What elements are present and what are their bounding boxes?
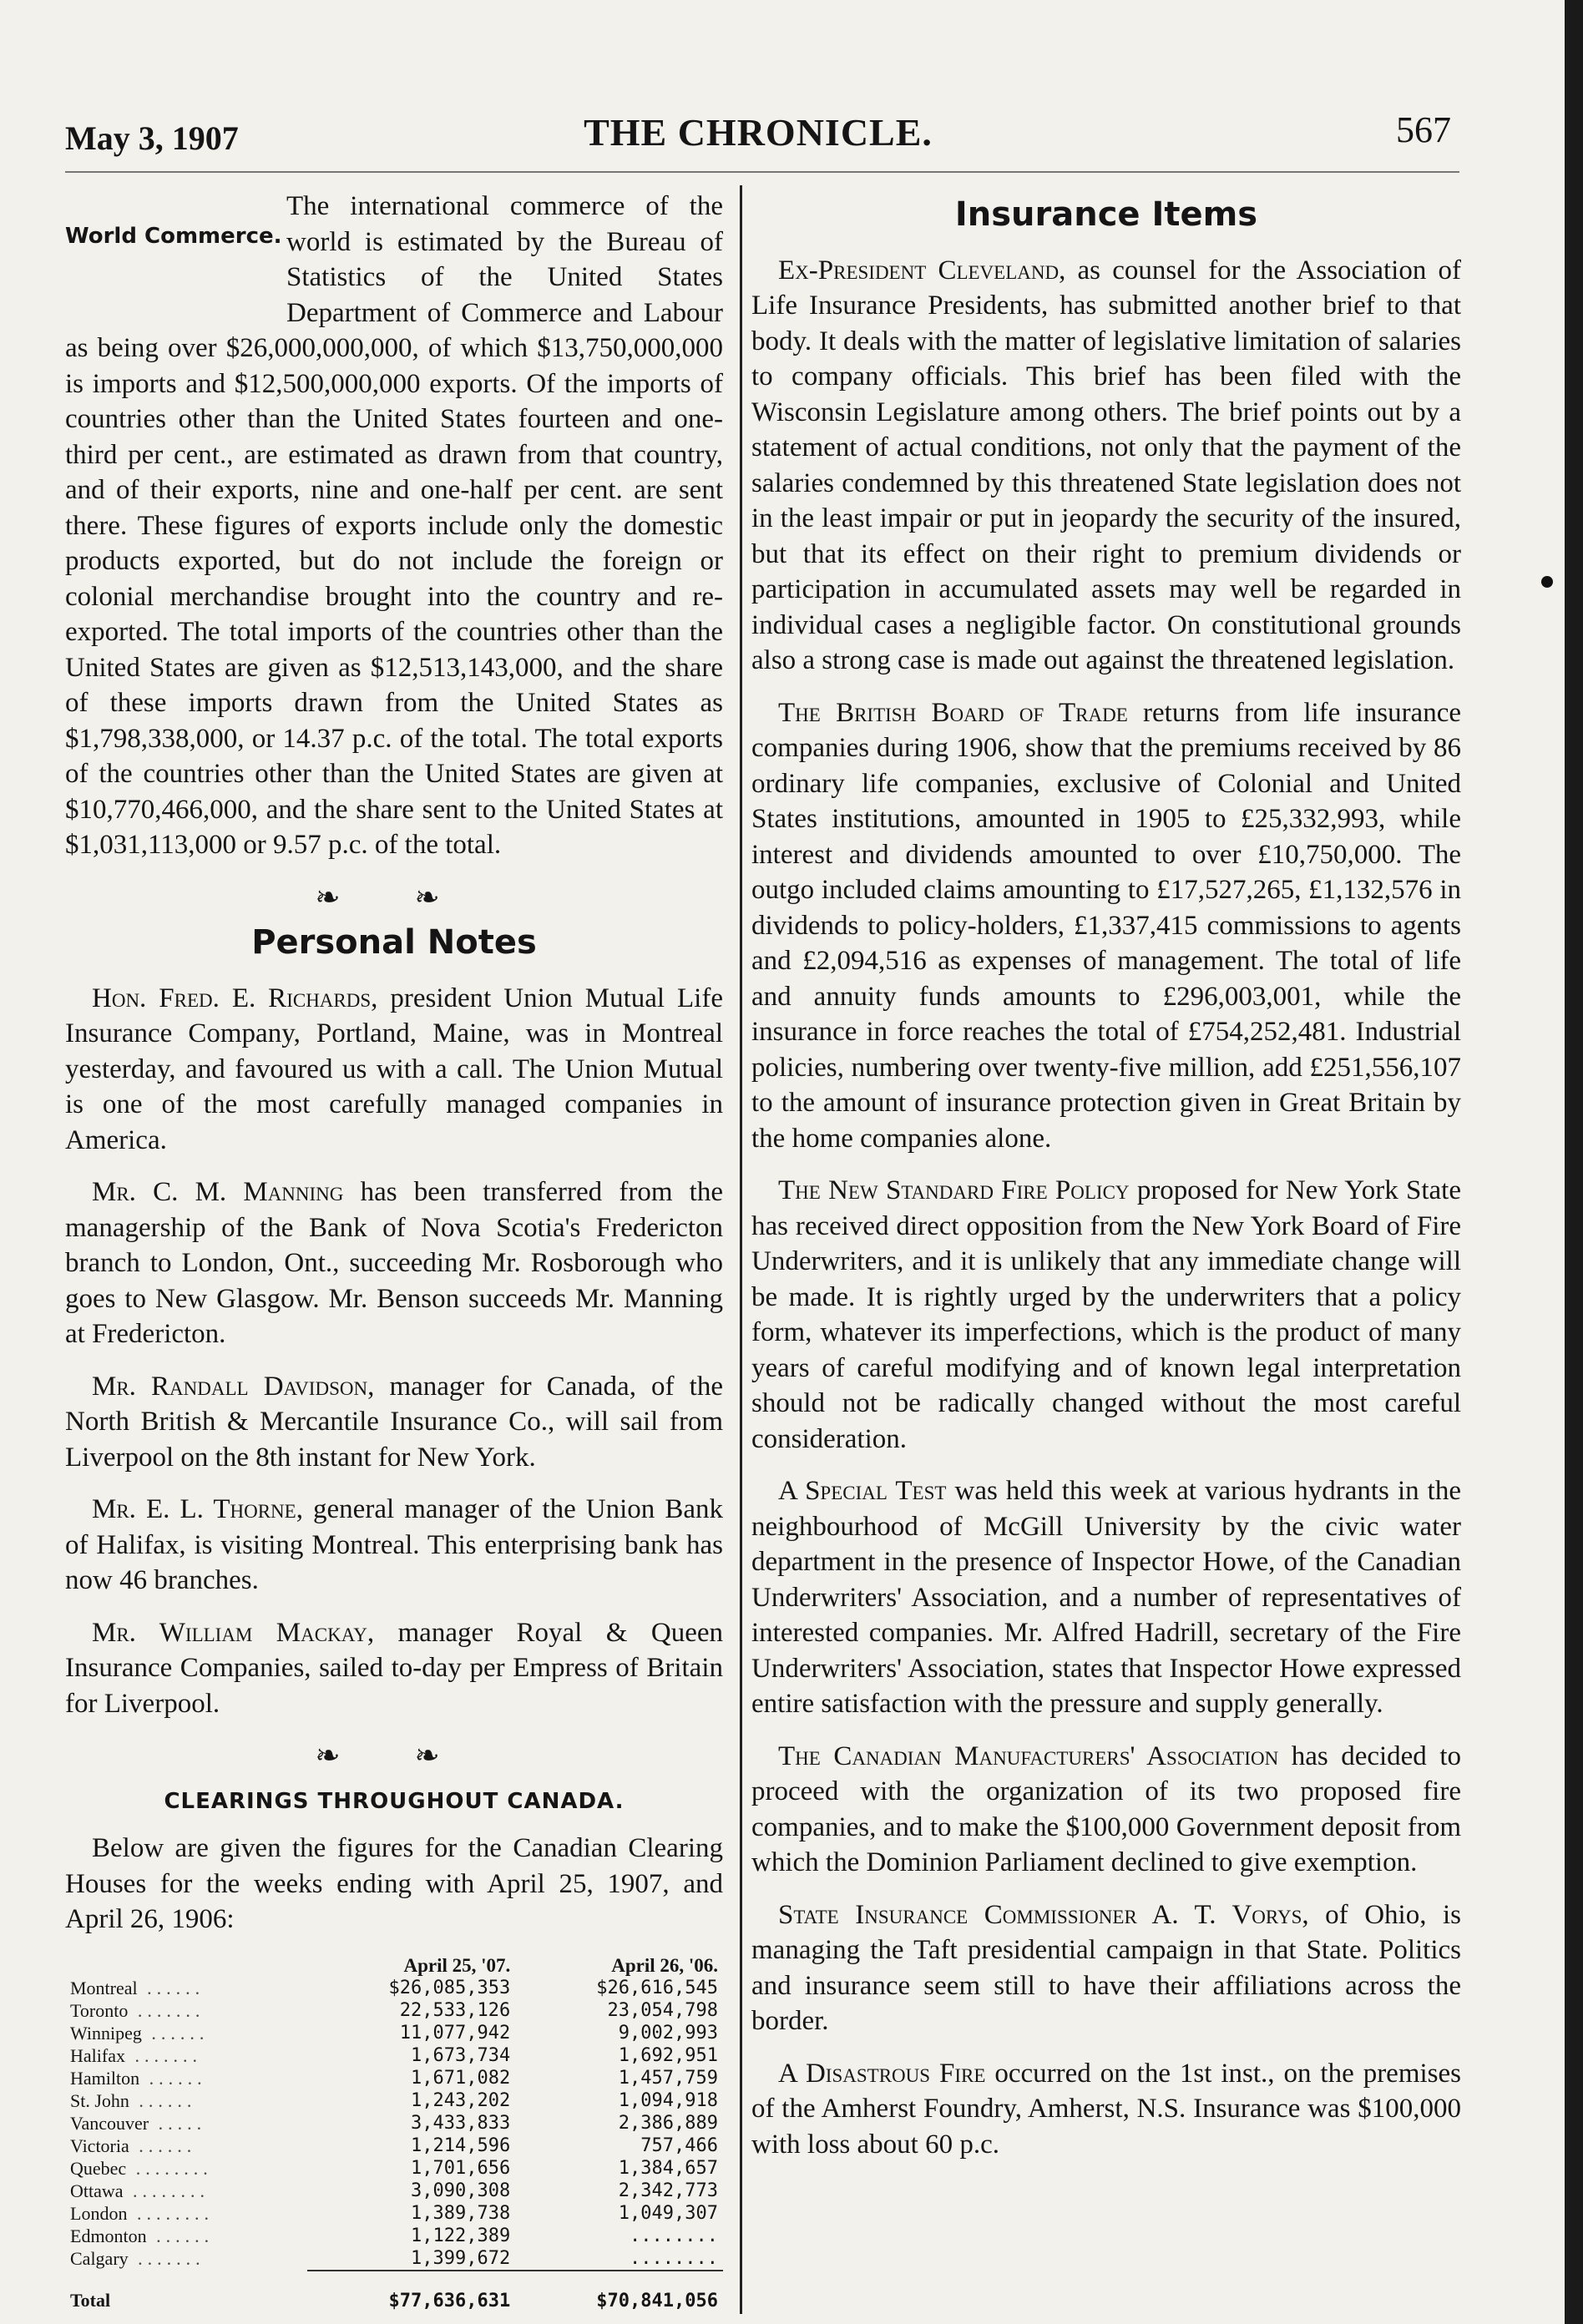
clearings-intro: Below are given the figures for the Canadian Clearing Houses for the weeks ending with April 25, 1907, and April 26, 1906:	[65, 1833, 723, 1934]
insurance-item-lead: The British Board of Trade	[778, 697, 1128, 728]
personal-note	[65, 1369, 723, 1476]
value-2006: 1,457,759	[618, 2067, 718, 2089]
insurance-item-lead: State Insurance Commissioner A. T. Vorys,	[778, 1899, 1309, 1930]
clearings-row	[65, 1999, 723, 2022]
leader-dots: .......	[128, 1999, 205, 2021]
personal-note-lead: Mr. E. L. Thorne,	[92, 1494, 303, 1524]
insurance-item-lead: The New Standard Fire Policy	[778, 1175, 1130, 1205]
leader-dots: ......	[146, 2225, 215, 2246]
insurance-item-lead: A Special Test	[778, 1476, 947, 1506]
clearings-row	[65, 2202, 723, 2225]
value-2007: 1,671,082	[411, 2067, 511, 2089]
page-header	[65, 100, 1451, 159]
clearings-title: CLEARINGS THROUGHOUT CANADA.	[164, 1788, 625, 1814]
clearings-row	[65, 2067, 723, 2089]
value-2007: 1,389,738	[411, 2202, 511, 2224]
clearings-row	[65, 2135, 723, 2157]
city-name: London	[70, 2202, 128, 2224]
city-name: Ottawa	[70, 2180, 124, 2201]
personal-note-lead: Hon. Fred. E. Richards,	[92, 983, 378, 1013]
scan-edge	[1565, 0, 1583, 2324]
leader-dots: .....	[149, 2112, 207, 2134]
insurance-items-title: Insurance Items	[954, 195, 1258, 234]
personal-note-lead: Mr. Randall Davidson,	[92, 1371, 375, 1402]
value-2007: 1,701,656	[411, 2157, 511, 2179]
city-cell	[65, 2044, 307, 2067]
city-header	[65, 1954, 307, 1977]
insurance-item-lead: Ex-President Cleveland,	[778, 255, 1066, 285]
clearings-row	[65, 2180, 723, 2202]
insurance-item	[751, 1739, 1461, 1881]
insurance-items-list	[751, 253, 1461, 2163]
clearings-total-row	[65, 2271, 723, 2312]
clearings-row	[65, 2247, 723, 2271]
insurance-item-text: occurred on the 1st inst., on the premises of the Amherst Foundry, Amherst, N.S. Insurance was $100,000 with loss about 60 p.c.	[751, 2058, 1461, 2160]
personal-note-text: has been transferred from the managership of the Bank of Nova Scotia's Fredericton branch to London, Ont., succeeding Mr. Rosborough who goes to New Glasgow. Mr. Benson succeeds Mr. Manning at Fredericton.	[65, 1177, 723, 1349]
value-2006: 2,342,773	[618, 2180, 718, 2201]
value-2006: 1,384,657	[618, 2157, 718, 2179]
value-2006: 757,466	[640, 2135, 718, 2156]
personal-note-text: president Union Mutual Life Insurance Company, Portland, Maine, was in Montreal yesterday, and favoured us with a call. The Union Mutual is one of the most carefully managed companies in America.	[65, 983, 723, 1155]
issue-date: May 3, 1907	[65, 119, 239, 157]
leader-dots: ........	[126, 2157, 213, 2179]
left-column	[65, 189, 723, 2312]
city-cell	[65, 2022, 307, 2044]
value-2007: 1,399,672	[411, 2247, 511, 2269]
value-2007: 1,243,202	[411, 2089, 511, 2111]
personal-note-text: general manager of the Union Bank of Halifax, is visiting Montreal. This enterprising bank has now 46 branches.	[65, 1494, 723, 1595]
city-name: Vancouver	[70, 2112, 149, 2134]
value-2007: $26,085,353	[388, 1977, 511, 1998]
city-cell	[65, 2225, 307, 2247]
value-2007: 11,077,942	[399, 2022, 511, 2044]
leader-dots: .......	[124, 2044, 202, 2066]
personal-notes-list	[65, 981, 723, 1722]
clearings-table	[65, 1954, 723, 2312]
world-commerce-article	[65, 189, 723, 863]
right-column	[751, 189, 1461, 2179]
insurance-item-lead: The Canadian Manufacturers' Association	[778, 1740, 1279, 1771]
city-name: Montreal	[70, 1977, 138, 1998]
insurance-item	[751, 1473, 1461, 1722]
city-name: Calgary	[70, 2248, 129, 2269]
clearings-row	[65, 1977, 723, 1999]
city-name: Halifax	[70, 2044, 125, 2066]
col-2007-header: April 25, '07.	[403, 1954, 511, 1976]
value-2007: 1,673,734	[411, 2044, 511, 2066]
personal-note	[65, 1492, 723, 1599]
city-name: Victoria	[70, 2135, 129, 2156]
column-divider	[740, 185, 742, 2314]
clearings-header-row	[65, 1954, 723, 1977]
city-cell	[65, 1999, 307, 2022]
value-2006: 1,692,951	[618, 2044, 718, 2066]
total-2007: $77,636,631	[307, 2271, 515, 2312]
header-rule	[65, 171, 1459, 173]
insurance-item-text: was held this week at various hydrants in the neighbourhood of McGill University by the civic water department in the presence of Inspector Howe, of the Canadian Underwriters' Association, and a number of representatives of interested companies. Mr. Alfred Hadrill, secretary of the Fire Underwriters' Association, states that Inspector Howe expressed entire satisfaction with the pressure and supply generally.	[751, 1476, 1461, 1719]
city-name: Winnipeg	[70, 2022, 142, 2044]
fleuron-ornament: ❧ ❧	[315, 880, 473, 914]
col-2006-header: April 26, '06.	[611, 1954, 718, 1976]
personal-note	[65, 1175, 723, 1352]
publication-title: THE CHRONICLE.	[584, 111, 933, 154]
value-2007: 22,533,126	[399, 1999, 511, 2021]
personal-note	[65, 981, 723, 1159]
value-2006: $26,616,545	[596, 1977, 718, 1998]
clearings-row	[65, 2112, 723, 2135]
value-2006: 2,386,889	[618, 2112, 718, 2134]
insurance-item-text: has decided to proceed with the organization of its two proposed fire companies, and to make the $100,000 Government deposit from which the Dominion Parliament declined to give exemption.	[751, 1740, 1461, 1877]
world-commerce-sidehead: World Commerce.	[65, 224, 282, 249]
city-cell	[65, 1977, 307, 1999]
value-2006: 23,054,798	[607, 1999, 718, 2021]
city-name: Quebec	[70, 2157, 127, 2179]
city-cell	[65, 2067, 307, 2089]
leader-dots: ......	[141, 2022, 210, 2044]
insurance-item	[751, 695, 1461, 1157]
insurance-item-text: of Ohio, is managing the Taft presidential campaign in that State. Politics and insurance seem still to have their affiliations across the border.	[751, 1899, 1462, 2036]
city-cell	[65, 2247, 307, 2271]
world-commerce-text: The international commerce of the world is estimated by the Bureau of Statistics of the United States Department of Commerce and Labour as being over $26,000,000,000, of which $13,750,000,000 is imports and $12,500,000,000 exports. Of the imports of countries other than the United States fourteen and one-third per cent., are estimated as drawn from that country, and of their exports, nine and one-half per cent. are sent there. These figures of exports include only the domestic products exported, but do not include the foreign or colonial merchandise brought into the country and re-exported. The total imports of the countries other than the United States are given as $12,513,143,000, and the share of these imports drawn from the United States as $1,798,338,000, or 14.37 p.c. of the total. The total exports of the countries other than the United States are given at $10,770,466,000, and the share sent to the United States at $1,031,113,000 or 9.57 p.c. of the total.	[65, 191, 723, 860]
insurance-item	[751, 1173, 1461, 1457]
leader-dots: ......	[129, 2089, 197, 2111]
personal-notes-title: Personal Notes	[251, 923, 537, 962]
clearings-row	[65, 2225, 723, 2247]
personal-note	[65, 1615, 723, 1722]
insurance-item-lead: A Disastrous Fire	[778, 2058, 986, 2089]
value-2006: ........	[630, 2225, 718, 2246]
leader-dots: .......	[128, 2248, 205, 2269]
insurance-item	[751, 1897, 1461, 2039]
personal-note-text: manager for Canada, of the North British & Mercantile Insurance Co., will sail from Liverpool on the 8th instant for New York.	[65, 1371, 723, 1473]
personal-note-lead: Mr. William Mackay,	[92, 1617, 375, 1648]
city-cell	[65, 2180, 307, 2202]
margin-dot	[1541, 576, 1553, 588]
insurance-item-text: proposed for New York State has received direct opposition from the New York Board of Fire Underwriters, and it is unlikely that any immediate change will be made. It is rightly urged by the underwriters that a policy form, whatever its imperfections, which is the product of many years of careful modifying and of known legal interpretation should not be radically changed without the most careful consideration.	[751, 1175, 1461, 1454]
city-name: Hamilton	[70, 2067, 140, 2089]
city-cell	[65, 2112, 307, 2135]
insurance-item-text: as counsel for the Association of Life Insurance Presidents, has submitted another brief to that body. It deals with the matter of legislative limitation of salaries to company officials. This brief has been filed with the Wisconsin Legislature among others. The brief points out by a statement of actual conditions, not only that the payment of the salaries condemned by this threatened State legislation does not in the least impair or put in jeopardy the security of the insured, but that its effect on their right to premium dividends or participation in accumulated assets may well be regarded in individual cases a negligible factor. On constitutional grounds also a strong case is made out against the threatened legislation.	[751, 255, 1462, 675]
total-2006: $70,841,056	[515, 2271, 723, 2312]
newspaper-page	[50, 0, 1570, 2324]
value-2007: 3,090,308	[411, 2180, 511, 2201]
fleuron-ornament-2: ❧ ❧	[315, 1739, 473, 1772]
value-2006: 1,094,918	[618, 2089, 718, 2111]
value-2007: 3,433,833	[411, 2112, 511, 2134]
leader-dots: ........	[123, 2180, 210, 2201]
clearings-row	[65, 2022, 723, 2044]
value-2007: 1,214,596	[411, 2135, 511, 2156]
total-label: Total	[70, 2290, 111, 2311]
leader-dots: ......	[129, 2135, 197, 2156]
clearings-row	[65, 2044, 723, 2067]
insurance-item	[751, 2056, 1461, 2163]
clearings-body	[65, 1977, 723, 2312]
leader-dots: ........	[127, 2202, 214, 2224]
insurance-item	[751, 253, 1461, 679]
city-cell	[65, 2157, 307, 2180]
city-cell	[65, 2089, 307, 2112]
clearings-row	[65, 2157, 723, 2180]
value-2007: 1,122,389	[411, 2225, 511, 2246]
page-number: 567	[1396, 109, 1451, 150]
leader-dots: ......	[139, 2067, 207, 2089]
city-name: Edmonton	[70, 2225, 147, 2246]
value-2006: 9,002,993	[618, 2022, 718, 2044]
personal-note-lead: Mr. C. M. Manning	[92, 1177, 344, 1207]
insurance-item-text: returns from life insurance companies during 1906, show that the premiums received by 86 ordinary life companies, exclusive of Colonial and United States institutions, amounted in 1905 to £25,332,993, while interest and dividends amounted to over £10,750,000. The outgo included claims amounting to £17,527,265, £1,132,576 in dividends to policy-holders, £1,337,415 commissions to agents and £2,094,516 as expenses of management. The total of life and annuity funds amounts to £296,003,001, while the insurance in force reaches the total of £754,252,481. Industrial policies, numbering over twenty-five million, add £251,556,107 to the amount of insurance protection given in Great Britain by the home companies alone.	[751, 697, 1461, 1154]
clearings-row	[65, 2089, 723, 2112]
city-name: Toronto	[70, 1999, 129, 2021]
city-cell	[65, 2135, 307, 2157]
value-2006: 1,049,307	[618, 2202, 718, 2224]
leader-dots: ......	[137, 1977, 205, 1998]
value-2006: ........	[630, 2247, 718, 2269]
city-cell	[65, 2202, 307, 2225]
personal-note-text: manager Royal & Queen Insurance Companies, sailed to-day per Empress of Britain for Liverpool.	[65, 1617, 723, 1719]
city-name: St. John	[70, 2089, 129, 2111]
